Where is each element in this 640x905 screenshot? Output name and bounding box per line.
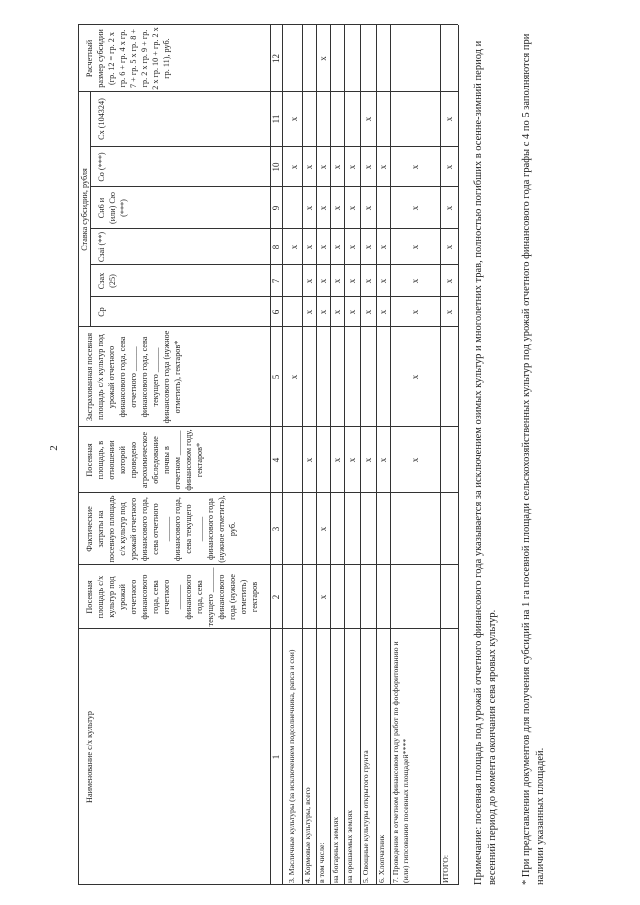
row-mark-cell [289,299,300,325]
row-mark-cell: x [331,309,342,315]
row-mark-cell [363,495,374,563]
row-mark-cell [318,329,329,425]
header-col3: Фактические затраты на посевную площадь с/х культур под урожай отчетного финансового года, сева отчетного ______ финансового года, сева текущего ______ финансового года (нужное отметить), руб. [85,495,237,563]
row-mark-cell: x [346,309,357,315]
row-mark-cell: x [409,457,420,463]
row-mark-cell [304,93,315,145]
header-col4: Посевная площадь, в отношении которой проведено агрохимическое обследование почвы в отчетном ______ финансовом году, гектаров* [85,429,204,491]
row-label: 6. Хлопчатник [377,834,386,883]
note-text: Примечание: посевная площадь под урожай отчетного финансового года указывается за исключением озимых культур и многолетних трав, полностью погибших в осенне-зимний период и весенний период до момента окончания сева яровых культур. [473,40,498,885]
col-number-8: 8 [271,244,281,250]
row-label: на богарных землях [331,816,340,883]
row-mark-cell [304,495,315,563]
row-mark-cell: x [346,164,357,170]
row-mark-cell [347,329,358,425]
row-mark-cell [289,189,300,227]
row-mark-cell [318,429,329,491]
row-mark-cell: x [362,164,373,170]
row-label: в том числе: [317,842,326,883]
row-label: 4. Кормовые культуры, всего [303,787,312,883]
row-label: ИТОГО: [441,854,450,883]
row-mark-cell: x [317,205,328,211]
row-mark-cell: x [362,457,373,463]
row-mark-cell: x [377,457,388,463]
col-number-3: 3 [271,526,281,532]
row-mark-cell [304,567,315,627]
row-mark-cell: x [317,244,328,250]
row-label: 7. Проведение в отчетном финансовом году работ по фосфоритованию и (или) гипсованию посевных площадей**** [391,641,410,883]
row-mark-cell: x [346,457,357,463]
col-number-6: 6 [271,309,281,315]
header-rate-so: Со (***) [97,152,106,182]
header-col12: Расчетный размер субсидии (гр. 12 = гр. 2 х гр. 6 + гр. 4 х гр. 7 + гр. 5 х гр. 8 + гр. 2 х гр. 9 + гр. 2 х гр. 10 + гр. 2 х гр. 11), руб. [85,27,171,90]
row-mark-cell [378,27,389,90]
row-mark-cell [332,329,343,425]
row-label: 3. Масличные культуры (за исключением подсолнечника, рапса и сои) [287,649,296,883]
row-mark-cell [444,329,455,425]
row-label: 5. Овощные культуры открытого грунта [361,750,370,883]
row-mark-cell: x [317,309,328,315]
row-mark-cell [410,567,421,627]
header-rate-szah: Сзах (25) [97,272,117,290]
row-mark-cell [289,27,300,90]
row-mark-cell [363,329,374,425]
row-mark-cell [289,267,300,295]
header-rate-sx: Сх (104324) [97,98,106,140]
row-mark-cell: x [317,278,328,284]
row-mark-cell: x [331,244,342,250]
row-mark-cell: x [409,244,420,250]
row-mark-cell [410,93,421,145]
row-mark-cell: x [362,244,373,250]
row-mark-cell: x [409,278,420,284]
row-mark-cell [444,27,455,90]
row-mark-cell [289,495,300,563]
row-mark-cell: x [443,278,454,284]
row-mark-cell: x [303,457,314,463]
row-mark-cell: x [377,278,388,284]
col-number-9: 9 [271,205,281,211]
header-rate-sn6: Сн6 и (или) Сю (***) [97,192,128,224]
row-mark-cell [318,93,329,145]
col-number-7: 7 [271,278,281,284]
row-mark-cell: x [409,309,420,315]
row-mark-cell: x [303,309,314,315]
row-mark-cell [332,567,343,627]
header-col1: Наименование с/х культур [85,711,94,803]
row-mark-cell [304,329,315,425]
row-mark-cell [332,93,343,145]
row-mark-cell: x [409,164,420,170]
page-number: 2 [48,445,60,451]
col-number-2: 2 [271,594,281,600]
row-mark-cell: x [317,56,328,61]
row-mark-cell [304,27,315,90]
row-mark-cell: x [346,278,357,284]
row-mark-cell: x [362,205,373,211]
row-mark-cell: x [362,116,373,122]
row-mark-cell: x [303,244,314,250]
row-mark-cell [347,495,358,563]
row-mark-cell: x [409,205,420,211]
row-mark-cell: x [288,164,299,170]
row-mark-cell [289,567,300,627]
row-mark-cell: x [331,164,342,170]
row-mark-cell [347,27,358,90]
row-mark-cell: x [288,374,299,380]
row-mark-cell [347,93,358,145]
col-number-5: 5 [271,374,281,380]
row-mark-cell [378,189,389,227]
row-mark-cell: x [288,116,299,122]
row-mark-cell [410,495,421,563]
header-col2: Посевная площадь с/х культур под урожай отчетного финансового года, сева отчетного ______ финансового года, сева текущего ______ финансового года (нужное отметить) гектаров [85,567,259,627]
row-mark-cell [289,429,300,491]
col-number-4: 4 [271,457,281,463]
row-mark-cell: x [362,309,373,315]
row-mark-cell: x [317,526,328,532]
row-mark-cell [378,567,389,627]
row-mark-cell: x [331,278,342,284]
row-mark-cell: x [288,244,299,250]
col-number-12: 12 [271,54,281,63]
row-mark-cell [444,429,455,491]
header-rate-szai: Сзаі (**) [97,231,106,263]
row-mark-cell: x [377,309,388,315]
row-mark-cell [444,567,455,627]
row-mark-cell [347,567,358,627]
row-mark-cell [378,495,389,563]
row-mark-cell [332,495,343,563]
row-mark-cell [363,567,374,627]
header-rate-sr: Ср [97,307,106,317]
row-mark-cell: x [331,205,342,211]
col-number-10: 10 [271,162,281,172]
row-mark-cell [332,27,343,90]
row-mark-cell: x [377,164,388,170]
header-col5: Застрахованная посевная площадь с/х культур под урожай отчетного финансового года, сева отчетного ______ финансового года, сева текущего ______ финансового года (нужное отметить), гектаров* [85,330,182,424]
row-mark-cell: x [346,244,357,250]
row-mark-cell: x [303,278,314,284]
row-mark-cell: x [303,205,314,211]
col-number-11: 11 [271,114,281,124]
row-mark-cell: x [443,164,454,170]
row-label: на орошаемых землях [345,809,354,883]
row-mark-cell: x [362,278,373,284]
col-number-1: 1 [271,754,281,760]
row-mark-cell [444,495,455,563]
row-mark-cell [378,329,389,425]
row-mark-cell: x [346,205,357,211]
row-mark-cell: x [331,457,342,463]
footnote-text: * При представлении документов для получения субсидий на 1 га посевной площади сельскохозяйственных культур под урожай отчетного финансового года графы с 4 по 5 заполняются при наличии указанных площадей. [521,33,546,885]
row-mark-cell: x [317,594,328,600]
row-mark-cell: x [303,164,314,170]
row-mark-cell: x [409,374,420,380]
row-mark-cell: x [317,164,328,170]
row-mark-cell: x [443,309,454,315]
header-rate-group: Ставка субсидии, рубля [80,168,89,251]
row-mark-cell: x [377,244,388,250]
row-mark-cell: x [443,244,454,250]
row-mark-cell: x [443,205,454,211]
row-mark-cell: x [443,116,454,122]
row-mark-cell [410,27,421,90]
row-mark-cell [363,27,374,90]
row-mark-cell [378,93,389,145]
